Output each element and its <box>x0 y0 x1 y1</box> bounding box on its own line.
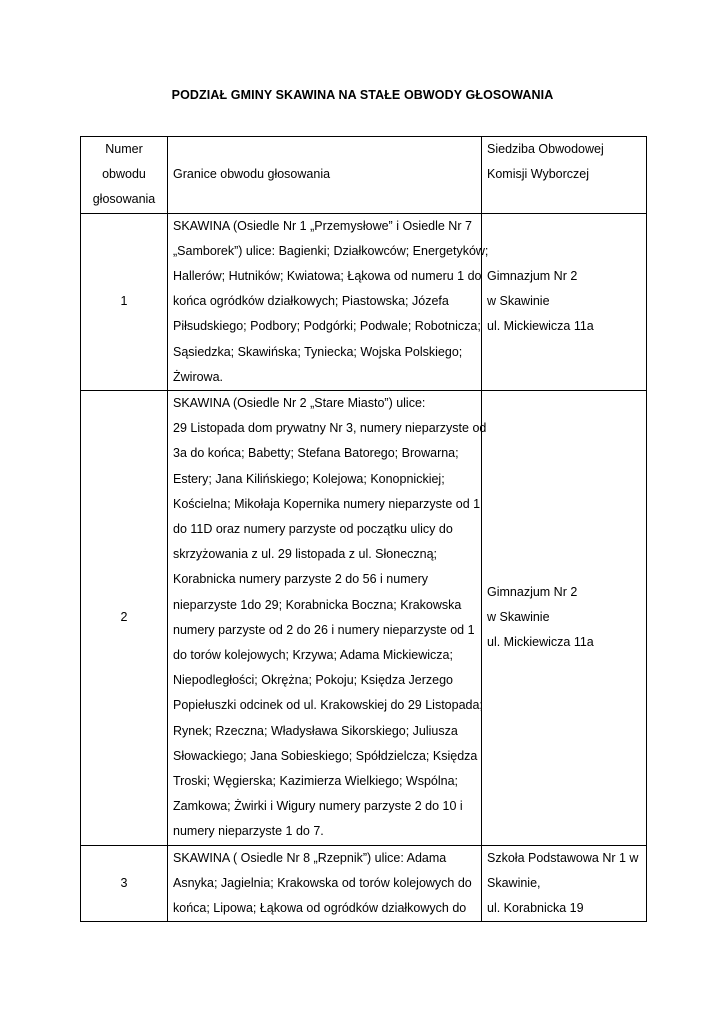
boundary-line: Zamkowa; Żwirki i Wigury numery parzyste 2 do 10 i <box>173 799 463 814</box>
boundary-line: „Samborek”) ulice: Bagienki; Działkowców; Energetyków; <box>173 243 489 258</box>
commission-seat-cell <box>482 391 647 846</box>
boundary-line: SKAWINA ( Osiedle Nr 8 „Rzepnik”) ulice: Adama <box>173 850 447 865</box>
boundary-line: Słowackiego; Jana Sobieskiego; Spółdzielcza; Księdza <box>173 748 478 763</box>
boundary-line: Niepodległości; Okrężna; Pokoju; Księdza Jerzego <box>173 673 454 688</box>
boundary-line: Popiełuszki odcinek od ul. Krakowskiej do 29 Listopada; <box>173 698 483 713</box>
boundary-line: do 11D oraz numery parzyste od początku ulicy do <box>173 522 453 537</box>
header-district-number <box>81 137 168 214</box>
district-boundaries-cell <box>168 391 487 846</box>
header-line: Granice obwodu głosowania <box>173 167 331 182</box>
boundary-line: Troski; Węgierska; Kazimierza Wielkiego; Wspólna; <box>173 774 459 789</box>
boundary-line: do torów kolejowych; Krzywa; Adama Mickiewicza; <box>173 648 453 663</box>
seat-line: Gimnazjum Nr 2 <box>487 585 578 600</box>
boundary-line: skrzyżowania z ul. 29 listopada z ul. Słoneczną; <box>173 547 438 562</box>
header-commission-seat <box>482 137 647 214</box>
boundary-line: Rynek; Rzeczna; Władysława Sikorskiego; Juliusza <box>173 723 458 738</box>
boundary-line: numery parzyste od 2 do 26 i numery nieparzyste od 1 <box>173 622 475 637</box>
boundary-line: Estery; Jana Kilińskiego; Kolejowa; Konopnickiej; <box>173 471 445 486</box>
boundary-line: 29 Listopada dom prywatny Nr 3, numery nieparzyste od <box>173 421 487 436</box>
seat-line: Gimnazjum Nr 2 <box>487 269 578 284</box>
header-line: obwodu <box>102 167 146 182</box>
header-boundaries <box>168 137 482 214</box>
table-row <box>81 845 647 922</box>
table-row <box>81 391 647 846</box>
district-number-cell: 1 <box>81 213 168 390</box>
boundary-line: Asnyka; Jagielnia; Krakowska od torów kolejowych do <box>173 875 472 890</box>
district-boundaries-cell <box>168 845 482 922</box>
boundary-line: Hallerów; Hutników; Kwiatowa; Łąkowa od numeru 1 do <box>173 269 482 284</box>
boundary-line: Żwirowa. <box>173 369 224 384</box>
seat-line: ul. Mickiewicza 11a <box>487 319 594 334</box>
voting-districts-table <box>80 136 647 922</box>
boundary-line: 3a do końca; Babetty; Stefana Batorego; Browarna; <box>173 446 459 461</box>
header-line: Numer <box>105 142 143 156</box>
boundary-line: nieparzyste 1do 29; Korabnicka Boczna; Krakowska <box>173 597 462 612</box>
district-number-cell: 3 <box>81 845 168 922</box>
boundary-line: Piłsudskiego; Podbory; Podgórki; Podwale; Robotnicza; <box>173 319 481 334</box>
table-header-row <box>81 137 647 214</box>
boundary-line: końca; Lipowa; Łąkowa od ogródków działkowych do <box>173 901 467 916</box>
boundary-line: Sąsiedzka; Skawińska; Tyniecka; Wojska Polskiego; <box>173 344 463 359</box>
district-number-cell: 2 <box>81 391 168 846</box>
boundary-line: Korabnicka numery parzyste 2 do 56 i numery <box>173 572 428 587</box>
seat-line: w Skawinie <box>487 610 550 625</box>
seat-line: w Skawinie <box>487 294 550 309</box>
seat-line: Skawinie, <box>487 875 541 890</box>
header-line: Komisji Wyborczej <box>487 167 589 182</box>
boundary-line: SKAWINA (Osiedle Nr 2 „Stare Miasto”) ulice: <box>173 396 426 411</box>
boundary-line: SKAWINA (Osiedle Nr 1 „Przemysłowe” i Osiedle Nr 7 <box>173 218 472 233</box>
table-row <box>81 213 647 390</box>
header-line: głosowania <box>92 192 156 207</box>
boundary-line: Kościelna; Mikołaja Kopernika numery nieparzyste od 1 <box>173 496 481 511</box>
boundary-line: numery nieparzyste 1 do 7. <box>173 824 324 839</box>
commission-seat-cell <box>482 845 647 922</box>
document-title: PODZIAŁ GMINY SKAWINA NA STAŁE OBWODY GŁOSOWANIA <box>171 88 554 102</box>
seat-line: ul. Korabnicka 19 <box>487 901 584 916</box>
header-line: Siedziba Obwodowej <box>487 142 604 156</box>
seat-line: ul. Mickiewicza 11a <box>487 635 594 650</box>
district-boundaries-cell <box>168 213 489 390</box>
commission-seat-cell <box>482 213 647 390</box>
seat-line: Szkoła Podstawowa Nr 1 w <box>487 850 639 865</box>
boundary-line: końca ogródków działkowych; Piastowska; Józefa <box>173 294 449 309</box>
